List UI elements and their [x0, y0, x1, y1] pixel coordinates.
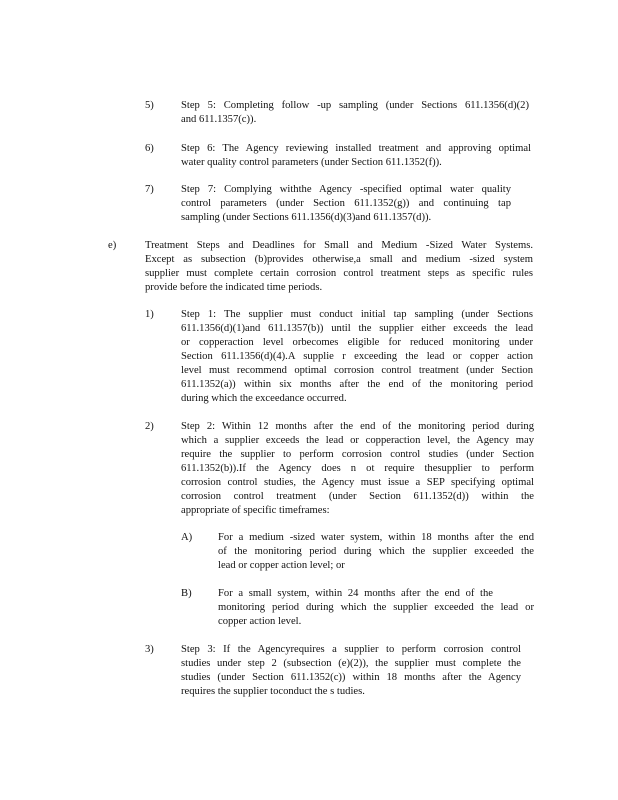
- item-line: of the monitoring period during which the supplier exceeded the: [218, 546, 534, 557]
- item-line: require the supplier to perform corrosion control studies (under Section: [181, 449, 534, 460]
- item-number: 6): [145, 143, 154, 154]
- item-line: Step 5: Completing follow -up sampling (under Sections 611.1356(d)(2): [181, 100, 529, 111]
- item-line: supplier must complete certain corrosion control treatment steps as specific rules: [145, 268, 533, 279]
- item-line: Step 3: If the Agencyrequires a supplier to perform corrosion control: [181, 644, 521, 655]
- item-line: corrosion control studies, the Agency must issue a SEP specifying optimal: [181, 477, 534, 488]
- item-line: 611.1352(a)) within six months after the end of the monitoring period: [181, 379, 533, 390]
- item-line: Section 611.1356(d)(4).A supplie r exceeding the lead or copper action: [181, 351, 533, 362]
- item-line: Treatment Steps and Deadlines for Small and Medium -Sized Water Systems.: [145, 240, 533, 251]
- item-line: studies under step 2 (subsection (e)(2)), the supplier must complete the: [181, 658, 521, 669]
- item-line: control parameters (under Section 611.1352(g)) and continuing tap: [181, 198, 511, 209]
- item-number: B): [181, 588, 192, 599]
- item-line: lead or copper action level; or: [218, 560, 345, 571]
- item-number: 1): [145, 309, 154, 320]
- item-line: copper action level.: [218, 616, 302, 627]
- item-line: Step 1: The supplier must conduct initial tap sampling (under Sections: [181, 309, 533, 320]
- item-line: monitoring period during which the supplier exceeded the lead or: [218, 602, 534, 613]
- item-line: Step 2: Within 12 months after the end of the monitoring period during: [181, 421, 534, 432]
- item-line: 611.1352(b)).If the Agency does n ot require thesupplier to perform: [181, 463, 534, 474]
- item-line: 611.1356(d)(1)and 611.1357(b)) until the supplier either exceeds the lead: [181, 323, 533, 334]
- item-line: Step 6: The Agency reviewing installed treatment and approving optimal: [181, 143, 531, 154]
- item-line: water quality control parameters (under Section 611.1352(f)).: [181, 157, 442, 168]
- item-line: and 611.1357(c)).: [181, 114, 257, 125]
- item-number: 2): [145, 421, 154, 432]
- item-number: A): [181, 532, 193, 543]
- item-line: corrosion control treatment (under Section 611.1352(d)) within the: [181, 491, 534, 502]
- item-line: Step 7: Complying withthe Agency -specified optimal water quality: [181, 184, 511, 195]
- item-number: e): [108, 240, 117, 251]
- item-line: or copperaction level orbecomes eligible for reduced monitoring under: [181, 337, 533, 348]
- item-line: Except as subsection (b)provides otherwise,a small and medium -sized system: [145, 254, 533, 265]
- item-number: 5): [145, 100, 154, 111]
- item-line: during which the exceedance occurred.: [181, 393, 347, 404]
- item-line: appropriate of specific timeframes:: [181, 505, 330, 516]
- item-line: studies (under Section 611.1352(c)) within 18 months after the Agency: [181, 672, 521, 683]
- item-line: requires the supplier toconduct the s tudies.: [181, 686, 365, 697]
- item-line: sampling (under Sections 611.1356(d)(3)and 611.1357(d)).: [181, 212, 432, 223]
- item-line: For a small system, within 24 months after the end of the: [218, 588, 493, 599]
- item-line: which a supplier exceeds the lead or copperaction level, the Agency may: [181, 435, 534, 446]
- item-number: 7): [145, 184, 154, 195]
- item-number: 3): [145, 644, 154, 655]
- item-line: provide before the indicated time periods.: [145, 282, 323, 293]
- item-line: For a medium -sized water system, within 18 months after the end: [218, 532, 534, 543]
- item-line: level must recommend optimal corrosion control treatment (under Section: [181, 365, 533, 376]
